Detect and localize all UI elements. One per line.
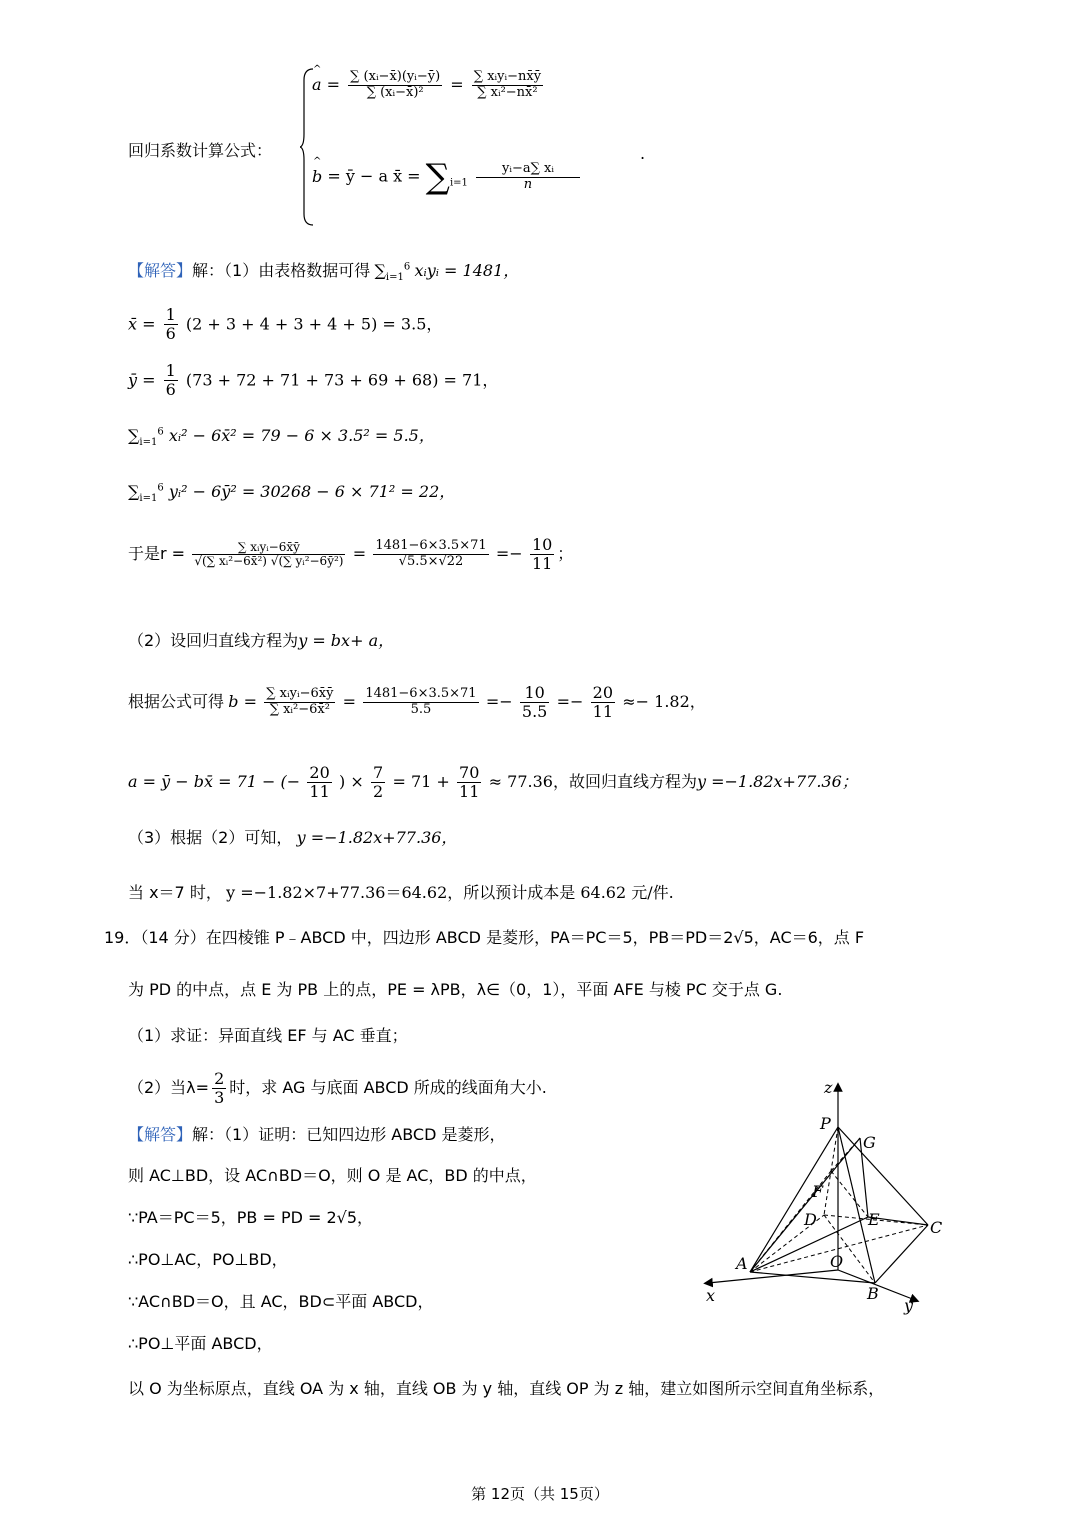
sum-y-squared-line: $\sum_{i=1}^6$ yᵢ² − 6ȳ² = 30268 − 6 × 71² = 22， [128, 482, 456, 505]
page-footer: 第 12页（共 15页） [471, 1485, 609, 1503]
solution2-step2: ∵PA＝PC＝5，PB = PD = 2√5， [128, 1208, 374, 1227]
formula-end-dot: . [640, 144, 646, 163]
correlation-line: 于是r = $\frac{\text{∑ xᵢyᵢ−6x̄ȳ}}{\text{√(∑ xᵢ²−6x̄²) √(∑ yᵢ²−6ȳ²)}}$ = $\frac{1481-6\times 3.5\times 71}{√5.5\times√22}$ =− $\frac{10}{11}$ ； [128, 535, 574, 574]
solution2-step4: ∵AC∩BD＝O，且 AC，BD⊂平面 ABCD， [128, 1292, 434, 1311]
formula-a-line: ^ a = $\frac{\text{∑ (xᵢ−x̄)(yᵢ−ȳ)}}{\text{∑ (xᵢ−x̄)²}}$ = $\frac{\text{∑ xᵢyᵢ−nx̄ȳ}}{\text{∑ xᵢ²−nx̄²}}$ [312, 70, 546, 101]
solution2-step1: 则 AC⊥BD，设 AC∩BD＝O，则 O 是 AC，BD 的中点， [128, 1166, 537, 1185]
label-P: P [820, 1114, 831, 1133]
solution2-step6: 以 O 为坐标原点，直线 OA 为 x 轴，直线 OB 为 y 轴，直线 OP 为 z 轴，建立如图所示空间直角坐标系， [128, 1379, 885, 1398]
problem19-q2: （2）当λ= $\frac{2}{3}$ 时，求 AG 与底面 ABCD 所成的线面角大小. [128, 1069, 547, 1108]
prediction-line: 当 x＝7 时， y =−1.82×7+77.36＝64.62，所以预计成本是 64.62 元/件. [128, 883, 674, 902]
label-C: C [930, 1218, 943, 1237]
solution2-step3: ∴PO⊥AC，PO⊥BD， [128, 1250, 288, 1269]
problem19-head: 19．（14 分）在四棱锥 P﹣ABCD 中，四边形 ABCD 是菱形，PA＝PC＝5，PB＝PD＝2√5，AC＝6，点 F [104, 928, 865, 947]
solution2-step5: ∴PO⊥平面 ABCD， [128, 1334, 273, 1353]
formula-label: 回归系数计算公式： [128, 141, 273, 160]
label-A: A [736, 1254, 748, 1273]
formula-b-line: ^ b = ȳ − a x̄ = $\sum_{i=1}$ $\frac{\text{yᵢ−a∑ xᵢ}}{n}$ [312, 160, 583, 194]
label-G: G [863, 1133, 876, 1152]
label-z: z [824, 1078, 833, 1097]
label-E: E [868, 1210, 880, 1229]
part3-line: （3）根据（2）可知， y =−1.82x+77.36， [128, 828, 458, 847]
solution2-first-line: 【解答】解：（1）证明：已知四边形 ABCD 是菱形， [128, 1125, 506, 1144]
solution1-first-line: 【解答】解：（1）由表格数据可得 $\sum_{i=1}^6$ xᵢyᵢ = 1481， [128, 261, 520, 284]
intercept-line: a = ȳ − bx̄ = 71 − (− $\frac{20}{11}$ ) × $\frac{7}{2}$ = 71 + $\frac{70}{11}$ ≈ 77.36，故回归直线方程为y =−1.82x+77.36； [128, 763, 858, 802]
sum-x-squared-line: $\sum_{i=1}^6$ xᵢ² − 6x̄² = 79 − 6 × 3.5² = 5.5， [128, 426, 435, 449]
regression-setup-line: （2）设回归直线方程为y = bx+ a， [128, 631, 395, 650]
mean-x-line: x̄ = $\frac{1}{6}$ (2 + 3 + 4 + 3 + 4 + 5) = 3.5， [128, 305, 443, 344]
label-y: y [904, 1296, 914, 1315]
problem19-q1: （1）求证：异面直线 EF 与 AC 垂直； [128, 1026, 408, 1045]
label-O: O [830, 1252, 844, 1271]
label-x: x [706, 1286, 716, 1305]
solution-tag: 【解答】 [128, 1125, 193, 1144]
problem19-line2: 为 PD 的中点，点 E 为 PB 上的点，PE = λPB，λ∈（0，1），平面 AFE 与棱 PC 交于点 G. [128, 980, 783, 999]
pyramid-figure [700, 1075, 960, 1315]
solution-tag: 【解答】 [128, 261, 193, 280]
slope-line: 根据公式可得 b = $\frac{\text{∑ xᵢyᵢ−6x̄ȳ}}{\text{∑ xᵢ²−6x̄²}}$ = $\frac{1481-6\times 3.5\times 71}{5.5}$ =− $\frac{10}{5.5}$ =− $\frac{20}{11}$ ≈− 1.82， [128, 683, 706, 722]
label-B: B [867, 1284, 879, 1303]
mean-y-line: ȳ = $\frac{1}{6}$ (73 + 72 + 71 + 73 + 69 + 68) = 71， [128, 361, 499, 400]
label-D: D [804, 1210, 817, 1229]
label-F: F [812, 1182, 824, 1201]
